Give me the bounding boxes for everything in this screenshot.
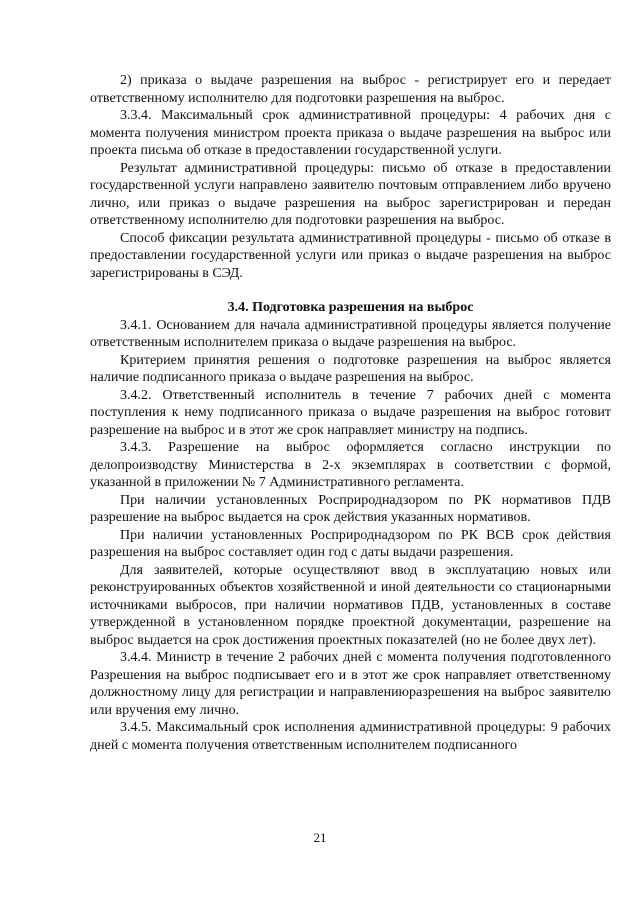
paragraph: 3.3.4. Максимальный срок административной процедуры: 4 рабочих дня с момента получения министром проекта приказа о выдаче разрешения на выброс или проекта письма об отказе в предоставлении государственной услуги. <box>90 108 611 158</box>
paragraph: Результат административной процедуры: письмо об отказе в предоставлении государственной услуги направлено заявителю почтовым отправлением либо вручено лично, или приказ о выдаче разрешения на выброс зарегистрирован и передан ответственному исполнителю для подготовки разрешения на выброс. <box>90 160 611 228</box>
paragraph: При наличии установленных Росприроднадзором по РК нормативов ПДВ разрешение на выброс выдается на срок действия указанных нормативов. <box>90 492 611 525</box>
paragraph: При наличии установленных Росприроднадзором по РК ВСВ срок действия разрешения на выброс составляет один год с даты выдачи разрешения. <box>90 527 611 560</box>
paragraph: 3.4.5. Максимальный срок исполнения административной процедуры: 9 рабочих дней с момента получения ответственным исполнителем подписанного <box>90 720 611 753</box>
paragraph: 3.4.1. Основанием для начала административной процедуры является получение ответственным исполнителем приказа о выдаче разрешения на выброс. <box>90 317 611 350</box>
paragraph: Критерием принятия решения о подготовке разрешения на выброс является наличие подписанного приказа о выдаче разрешения на выброс. <box>90 352 611 385</box>
paragraph: Способ фиксации результата административной процедуры - письмо об отказе в предоставлении государственной услуги или приказ о выдаче разрешения на выброс зарегистрированы в СЭД. <box>90 230 611 281</box>
paragraph: Для заявителей, которые осуществляют ввод в эксплуатацию новых или реконструированных объектов хозяйственной и иной деятельности со стационарными источниками выбросов, при наличии нормативов ПДВ, установленных в составе утвержденной в установленном порядке проектной документации, разрешение на выброс выдается на срок достижения проектных показателей (но не более двух лет). <box>90 562 611 648</box>
paragraph: 3.4.4. Министр в течение 2 рабочих дней с момента получения подготовленного Разрешения на выброс подписывает его и в этот же срок направляет ответственному должностному лицу для регистрации и направлениюразрешения на выброс заявителю или вручения ему лично. <box>90 650 611 718</box>
document-page <box>90 72 611 754</box>
section-heading: 3.4. Подготовка разрешения на выброс <box>227 300 474 315</box>
paragraph: 3.4.2. Ответственный исполнитель в течение 7 рабочих дней с момента поступления к нему подписанного приказа о выдаче разрешения на выброс готовит разрешение на выброс и в этот же срок направляет министру на подпись. <box>90 387 611 438</box>
paragraph: 3.4.3. Разрешение на выброс оформляется согласно инструкции по делопроизводству Министерства в 2-х экземплярах в соответствии с формой, указанной в приложении № 7 Административного регламента. <box>90 440 611 490</box>
paragraph: 2) приказа о выдаче разрешения на выброс - регистрирует его и передает ответственному исполнителю для подготовки разрешения на выброс. <box>90 73 611 106</box>
page-number: 21 <box>313 830 327 845</box>
